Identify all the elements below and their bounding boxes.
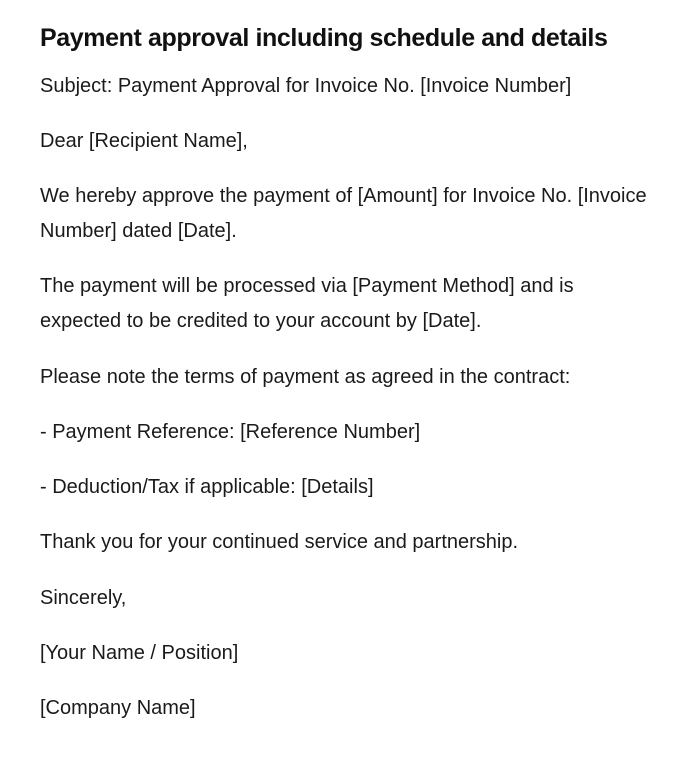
terms-intro: Please note the terms of payment as agreed in the contract:: [40, 366, 571, 388]
approval-paragraph: We hereby approve the payment of [Amount] for Invoice No. [Invoice Number] dated [Date].: [40, 185, 647, 242]
company-name: [Company Name]: [40, 697, 196, 719]
payment-reference-item: - Payment Reference: [Reference Number]: [40, 421, 421, 443]
signer-name: [Your Name / Position]: [40, 642, 239, 664]
document-title: Payment approval including schedule and details: [40, 24, 608, 52]
processing-paragraph: The payment will be processed via [Payment Method] and is expected to be credited to your account by [Date].: [40, 275, 574, 332]
thank-you-line: Thank you for your continued service and partnership.: [40, 531, 519, 553]
closing: Sincerely,: [40, 587, 127, 609]
salutation: Dear [Recipient Name],: [40, 130, 248, 152]
subject-line: Subject: Payment Approval for Invoice No. [Invoice Number]: [40, 75, 572, 97]
deduction-item: - Deduction/Tax if applicable: [Details]: [40, 476, 374, 498]
